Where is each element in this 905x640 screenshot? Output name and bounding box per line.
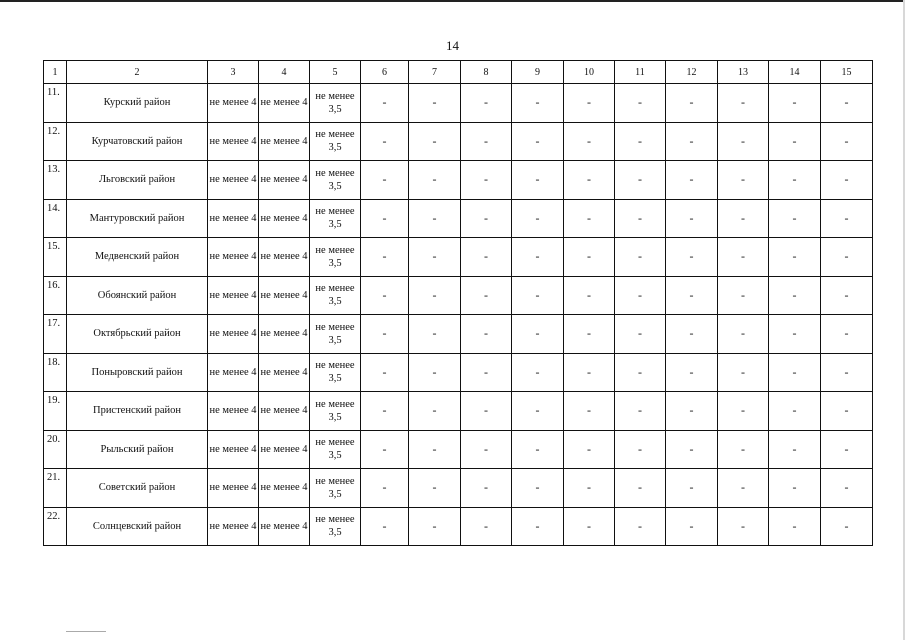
table-body bbox=[44, 84, 873, 546]
dash-cell: - bbox=[666, 315, 718, 354]
dash-cell: - bbox=[769, 161, 821, 200]
value-col-3: не менее 4 bbox=[208, 392, 259, 431]
dash-cell: - bbox=[615, 392, 666, 431]
dash-cell: - bbox=[821, 161, 873, 200]
dash-cell: - bbox=[615, 430, 666, 469]
district-name: Рыльский район bbox=[67, 430, 208, 469]
district-name: Поныровский район bbox=[67, 353, 208, 392]
dash-cell: - bbox=[461, 315, 512, 354]
dash-cell: - bbox=[409, 122, 461, 161]
dash-cell: - bbox=[409, 392, 461, 431]
dash-cell: - bbox=[361, 84, 409, 123]
table-row bbox=[44, 469, 873, 508]
dash-cell: - bbox=[718, 315, 769, 354]
value-col-4: не менее 4 bbox=[259, 122, 310, 161]
column-header-2: 2 bbox=[67, 61, 208, 84]
dash-cell: - bbox=[615, 507, 666, 546]
dash-cell: - bbox=[409, 469, 461, 508]
data-table bbox=[43, 60, 873, 546]
dash-cell: - bbox=[666, 238, 718, 277]
dash-cell: - bbox=[409, 84, 461, 123]
dash-cell: - bbox=[512, 392, 564, 431]
dash-cell: - bbox=[461, 122, 512, 161]
dash-cell: - bbox=[461, 199, 512, 238]
value-col-4: не менее 4 bbox=[259, 353, 310, 392]
dash-cell: - bbox=[769, 238, 821, 277]
dash-cell: - bbox=[361, 122, 409, 161]
value-col-4: не менее 4 bbox=[259, 276, 310, 315]
dash-cell: - bbox=[512, 469, 564, 508]
dash-cell: - bbox=[564, 507, 615, 546]
table-row bbox=[44, 353, 873, 392]
column-header-9: 9 bbox=[512, 61, 564, 84]
dash-cell: - bbox=[512, 315, 564, 354]
column-header-6: 6 bbox=[361, 61, 409, 84]
dash-cell: - bbox=[821, 315, 873, 354]
value-col-5: не менее 3,5 bbox=[310, 161, 361, 200]
value-col-5: не менее 3,5 bbox=[310, 122, 361, 161]
dash-cell: - bbox=[821, 430, 873, 469]
dash-cell: - bbox=[512, 199, 564, 238]
dash-cell: - bbox=[512, 84, 564, 123]
dash-cell: - bbox=[615, 161, 666, 200]
row-number: 19. bbox=[44, 392, 67, 431]
dash-cell: - bbox=[409, 238, 461, 277]
dash-cell: - bbox=[409, 315, 461, 354]
column-header-15: 15 bbox=[821, 61, 873, 84]
dash-cell: - bbox=[564, 122, 615, 161]
dash-cell: - bbox=[769, 430, 821, 469]
dash-cell: - bbox=[461, 238, 512, 277]
value-col-5: не менее 3,5 bbox=[310, 430, 361, 469]
value-col-3: не менее 4 bbox=[208, 315, 259, 354]
district-name: Пристенский район bbox=[67, 392, 208, 431]
dash-cell: - bbox=[666, 84, 718, 123]
district-name: Октябрьский район bbox=[67, 315, 208, 354]
row-number: 11. bbox=[44, 84, 67, 123]
table-row bbox=[44, 199, 873, 238]
dash-cell: - bbox=[718, 392, 769, 431]
district-name: Обоянский район bbox=[67, 276, 208, 315]
column-header-5: 5 bbox=[310, 61, 361, 84]
dash-cell: - bbox=[769, 507, 821, 546]
dash-cell: - bbox=[564, 469, 615, 508]
row-number: 15. bbox=[44, 238, 67, 277]
value-col-3: не менее 4 bbox=[208, 276, 259, 315]
dash-cell: - bbox=[718, 199, 769, 238]
table-row bbox=[44, 507, 873, 546]
district-name: Курчатовский район bbox=[67, 122, 208, 161]
dash-cell: - bbox=[718, 122, 769, 161]
dash-cell: - bbox=[615, 199, 666, 238]
dash-cell: - bbox=[361, 161, 409, 200]
dash-cell: - bbox=[718, 276, 769, 315]
dash-cell: - bbox=[821, 469, 873, 508]
dash-cell: - bbox=[666, 430, 718, 469]
value-col-3: не менее 4 bbox=[208, 161, 259, 200]
row-number: 21. bbox=[44, 469, 67, 508]
table-row bbox=[44, 84, 873, 123]
row-number: 12. bbox=[44, 122, 67, 161]
dash-cell: - bbox=[718, 161, 769, 200]
dash-cell: - bbox=[564, 315, 615, 354]
dash-cell: - bbox=[821, 199, 873, 238]
dash-cell: - bbox=[769, 199, 821, 238]
dash-cell: - bbox=[361, 353, 409, 392]
dash-cell: - bbox=[615, 122, 666, 161]
column-header-8: 8 bbox=[461, 61, 512, 84]
dash-cell: - bbox=[361, 469, 409, 508]
dash-cell: - bbox=[666, 392, 718, 431]
value-col-3: не менее 4 bbox=[208, 353, 259, 392]
dash-cell: - bbox=[461, 84, 512, 123]
dash-cell: - bbox=[512, 276, 564, 315]
dash-cell: - bbox=[821, 84, 873, 123]
dash-cell: - bbox=[666, 276, 718, 315]
column-header-12: 12 bbox=[666, 61, 718, 84]
dash-cell: - bbox=[718, 353, 769, 392]
dash-cell: - bbox=[409, 507, 461, 546]
dash-cell: - bbox=[666, 353, 718, 392]
value-col-3: не менее 4 bbox=[208, 84, 259, 123]
dash-cell: - bbox=[666, 199, 718, 238]
dash-cell: - bbox=[564, 430, 615, 469]
dash-cell: - bbox=[461, 507, 512, 546]
dash-cell: - bbox=[615, 238, 666, 277]
dash-cell: - bbox=[512, 430, 564, 469]
dash-cell: - bbox=[512, 238, 564, 277]
dash-cell: - bbox=[769, 84, 821, 123]
value-col-3: не менее 4 bbox=[208, 199, 259, 238]
district-name: Мантуровский район bbox=[67, 199, 208, 238]
column-header-10: 10 bbox=[564, 61, 615, 84]
dash-cell: - bbox=[564, 276, 615, 315]
dash-cell: - bbox=[821, 276, 873, 315]
dash-cell: - bbox=[361, 199, 409, 238]
dash-cell: - bbox=[361, 430, 409, 469]
district-name: Советский район bbox=[67, 469, 208, 508]
dash-cell: - bbox=[821, 353, 873, 392]
column-header-3: 3 bbox=[208, 61, 259, 84]
dash-cell: - bbox=[769, 469, 821, 508]
table-header-row bbox=[44, 61, 873, 84]
dash-cell: - bbox=[361, 392, 409, 431]
value-col-4: не менее 4 bbox=[259, 199, 310, 238]
value-col-5: не менее 3,5 bbox=[310, 353, 361, 392]
dash-cell: - bbox=[564, 238, 615, 277]
table-row bbox=[44, 392, 873, 431]
dash-cell: - bbox=[615, 276, 666, 315]
value-col-3: не менее 4 bbox=[208, 469, 259, 508]
scan-bottom-mark bbox=[66, 631, 106, 632]
dash-cell: - bbox=[821, 238, 873, 277]
value-col-3: не менее 4 bbox=[208, 238, 259, 277]
dash-cell: - bbox=[615, 469, 666, 508]
dash-cell: - bbox=[821, 122, 873, 161]
value-col-3: не менее 4 bbox=[208, 122, 259, 161]
dash-cell: - bbox=[512, 122, 564, 161]
dash-cell: - bbox=[769, 392, 821, 431]
dash-cell: - bbox=[666, 469, 718, 508]
value-col-4: не менее 4 bbox=[259, 238, 310, 277]
row-number: 14. bbox=[44, 199, 67, 238]
value-col-5: не менее 3,5 bbox=[310, 315, 361, 354]
dash-cell: - bbox=[512, 161, 564, 200]
dash-cell: - bbox=[461, 392, 512, 431]
value-col-4: не менее 4 bbox=[259, 315, 310, 354]
dash-cell: - bbox=[361, 238, 409, 277]
column-header-7: 7 bbox=[409, 61, 461, 84]
dash-cell: - bbox=[409, 430, 461, 469]
value-col-5: не менее 3,5 bbox=[310, 238, 361, 277]
dash-cell: - bbox=[512, 353, 564, 392]
scan-top-edge bbox=[0, 0, 905, 2]
district-name: Солнцевский район bbox=[67, 507, 208, 546]
value-col-4: не менее 4 bbox=[259, 507, 310, 546]
value-col-5: не менее 3,5 bbox=[310, 469, 361, 508]
table-row bbox=[44, 122, 873, 161]
dash-cell: - bbox=[564, 199, 615, 238]
row-number: 17. bbox=[44, 315, 67, 354]
value-col-5: не менее 3,5 bbox=[310, 392, 361, 431]
column-header-11: 11 bbox=[615, 61, 666, 84]
value-col-3: не менее 4 bbox=[208, 507, 259, 546]
dash-cell: - bbox=[461, 430, 512, 469]
row-number: 22. bbox=[44, 507, 67, 546]
value-col-5: не менее 3,5 bbox=[310, 507, 361, 546]
dash-cell: - bbox=[615, 315, 666, 354]
dash-cell: - bbox=[461, 469, 512, 508]
dash-cell: - bbox=[512, 507, 564, 546]
district-name: Медвенский район bbox=[67, 238, 208, 277]
dash-cell: - bbox=[409, 353, 461, 392]
dash-cell: - bbox=[461, 276, 512, 315]
table-row bbox=[44, 238, 873, 277]
dash-cell: - bbox=[718, 84, 769, 123]
dash-cell: - bbox=[564, 161, 615, 200]
dash-cell: - bbox=[361, 507, 409, 546]
row-number: 20. bbox=[44, 430, 67, 469]
dash-cell: - bbox=[409, 276, 461, 315]
dash-cell: - bbox=[666, 161, 718, 200]
table-row bbox=[44, 430, 873, 469]
value-col-5: не менее 3,5 bbox=[310, 199, 361, 238]
dash-cell: - bbox=[409, 199, 461, 238]
dash-cell: - bbox=[718, 430, 769, 469]
dash-cell: - bbox=[769, 122, 821, 161]
value-col-4: не менее 4 bbox=[259, 161, 310, 200]
column-header-4: 4 bbox=[259, 61, 310, 84]
dash-cell: - bbox=[615, 84, 666, 123]
dash-cell: - bbox=[666, 507, 718, 546]
value-col-5: не менее 3,5 bbox=[310, 276, 361, 315]
dash-cell: - bbox=[718, 507, 769, 546]
value-col-3: не менее 4 bbox=[208, 430, 259, 469]
value-col-5: не менее 3,5 bbox=[310, 84, 361, 123]
row-number: 13. bbox=[44, 161, 67, 200]
dash-cell: - bbox=[718, 469, 769, 508]
row-number: 18. bbox=[44, 353, 67, 392]
dash-cell: - bbox=[461, 353, 512, 392]
dash-cell: - bbox=[564, 353, 615, 392]
dash-cell: - bbox=[564, 84, 615, 123]
table-row bbox=[44, 276, 873, 315]
dash-cell: - bbox=[666, 122, 718, 161]
dash-cell: - bbox=[769, 315, 821, 354]
dash-cell: - bbox=[461, 161, 512, 200]
value-col-4: не менее 4 bbox=[259, 469, 310, 508]
value-col-4: не менее 4 bbox=[259, 392, 310, 431]
column-header-14: 14 bbox=[769, 61, 821, 84]
table-row bbox=[44, 315, 873, 354]
value-col-4: не менее 4 bbox=[259, 84, 310, 123]
column-header-13: 13 bbox=[718, 61, 769, 84]
dash-cell: - bbox=[821, 392, 873, 431]
row-number: 16. bbox=[44, 276, 67, 315]
dash-cell: - bbox=[769, 353, 821, 392]
district-name: Льговский район bbox=[67, 161, 208, 200]
dash-cell: - bbox=[361, 315, 409, 354]
value-col-4: не менее 4 bbox=[259, 430, 310, 469]
district-name: Курский район bbox=[67, 84, 208, 123]
dash-cell: - bbox=[718, 238, 769, 277]
dash-cell: - bbox=[564, 392, 615, 431]
dash-cell: - bbox=[615, 353, 666, 392]
dash-cell: - bbox=[821, 507, 873, 546]
column-header-1: 1 bbox=[44, 61, 67, 84]
page-number: 14 bbox=[446, 38, 459, 53]
dash-cell: - bbox=[361, 276, 409, 315]
table-row bbox=[44, 161, 873, 200]
dash-cell: - bbox=[409, 161, 461, 200]
dash-cell: - bbox=[769, 276, 821, 315]
